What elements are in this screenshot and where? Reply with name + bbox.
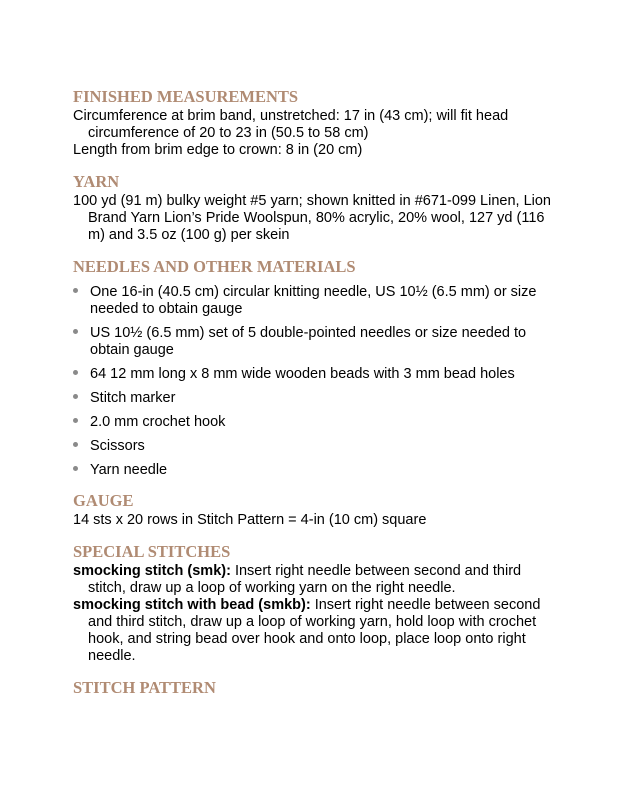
list-item bbox=[73, 390, 553, 407]
bullet-icon bbox=[73, 394, 78, 399]
materials-item-text: US 10½ (6.5 mm) set of 5 double-pointed needles or size needed to obtain gauge bbox=[90, 325, 527, 358]
finished-circumference-text: Circumference at brim band, unstretched: 17 in (43 cm); will fit head circumference of 20 to 23 in (50.5 to 58 cm) bbox=[73, 108, 509, 141]
materials-item-text: 64 12 mm long x 8 mm wide wooden beads with 3 mm bead holes bbox=[90, 366, 515, 382]
bullet-icon bbox=[73, 288, 78, 293]
list-item bbox=[73, 414, 553, 431]
gauge-text: 14 sts x 20 rows in Stitch Pattern = 4-in (10 cm) square bbox=[73, 512, 427, 528]
materials-item-text: Yarn needle bbox=[90, 462, 168, 478]
materials-item-text: Scissors bbox=[90, 438, 145, 454]
bullet-icon bbox=[73, 329, 78, 334]
materials-item-text: 2.0 mm crochet hook bbox=[90, 414, 226, 430]
smocking-bead-entry bbox=[73, 597, 553, 665]
materials-list bbox=[73, 284, 553, 479]
finished-measurements-heading: FINISHED MEASUREMENTS bbox=[73, 87, 299, 106]
special-stitches-heading: SPECIAL STITCHES bbox=[73, 542, 231, 561]
pattern-page bbox=[73, 86, 553, 699]
smocking-bead-definition: Insert right needle between second and third stitch, draw up a loop of working yarn, hold loop with crochet hook, and string bead over hook and onto loop, place loop onto right needle. bbox=[88, 597, 541, 664]
yarn-text: 100 yd (91 m) bulky weight #5 yarn; shown knitted in #671-099 Linen, Lion Brand Yarn Lion’s Pride Woolspun, 80% acrylic, 20% wool, 127 yd (116 m) and 3.5 oz (100 g) per skein bbox=[73, 193, 551, 243]
finished-length-text: Length from brim edge to crown: 8 in (20 cm) bbox=[73, 142, 363, 158]
materials-item-text: One 16-in (40.5 cm) circular knitting needle, US 10½ (6.5 mm) or size needed to obtain gauge bbox=[90, 284, 537, 317]
list-item bbox=[73, 366, 553, 383]
list-item bbox=[73, 462, 553, 479]
list-item bbox=[73, 325, 553, 359]
bullet-icon bbox=[73, 442, 78, 447]
smocking-stitch-definition: Insert right needle between second and third stitch, draw up a loop of working yarn on the right needle. bbox=[88, 563, 522, 596]
list-item bbox=[73, 284, 553, 318]
bullet-icon bbox=[73, 466, 78, 471]
bullet-icon bbox=[73, 418, 78, 423]
bullet-icon bbox=[73, 370, 78, 375]
smocking-bead-term: smocking stitch with bead (smkb): bbox=[73, 597, 311, 613]
stitch-pattern-heading: STITCH PATTERN bbox=[73, 678, 216, 697]
needles-materials-heading: NEEDLES AND OTHER MATERIALS bbox=[73, 257, 356, 276]
smocking-stitch-entry bbox=[73, 563, 553, 597]
materials-item-text: Stitch marker bbox=[90, 390, 176, 406]
list-item bbox=[73, 438, 553, 455]
gauge-heading: GAUGE bbox=[73, 491, 134, 510]
yarn-heading: YARN bbox=[73, 172, 120, 191]
smocking-stitch-term: smocking stitch (smk): bbox=[73, 563, 231, 579]
